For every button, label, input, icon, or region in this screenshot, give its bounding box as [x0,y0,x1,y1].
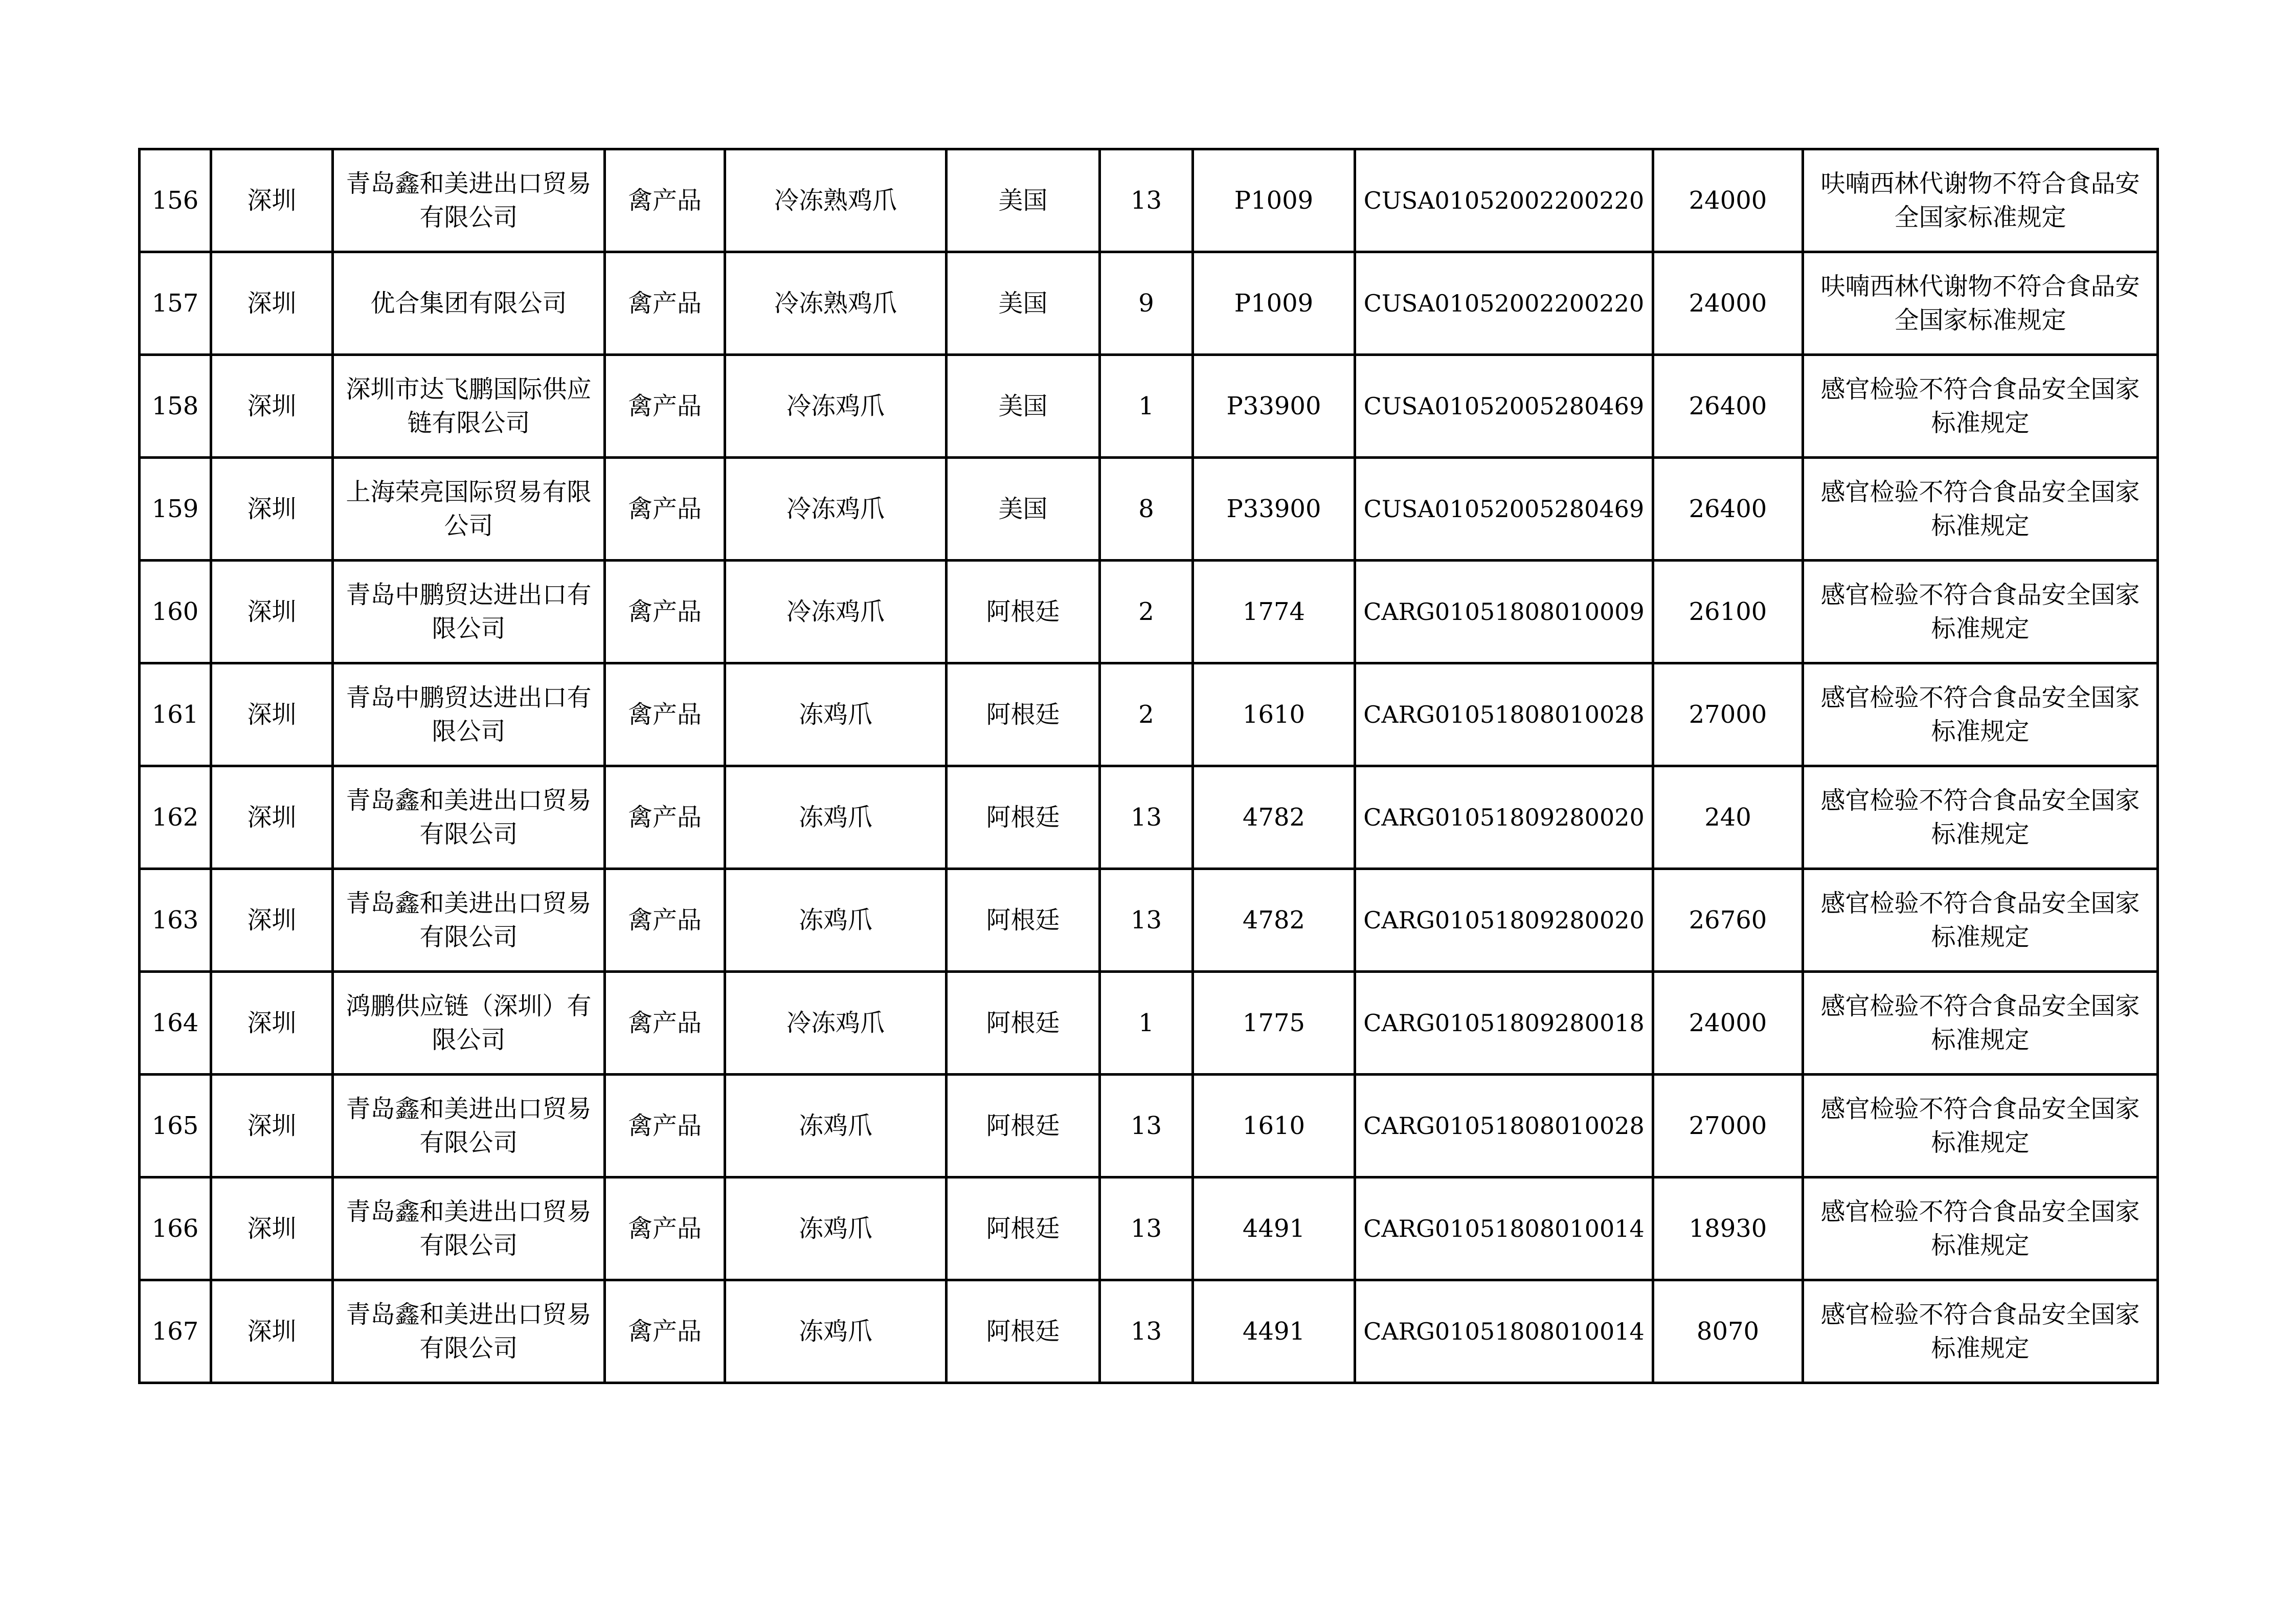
cell-category: 禽产品 [605,766,725,869]
table-row [140,149,2158,252]
cell-port: 深圳 [211,1280,333,1383]
cell-row-number: 166 [140,1177,211,1280]
cell-plant-number: P1009 [1193,149,1355,252]
cell-company: 青岛鑫和美进出口贸易有限公司 [333,766,605,869]
cell-category: 禽产品 [605,355,725,458]
cell-row-number: 160 [140,561,211,663]
table-row [140,458,2158,561]
cell-port: 深圳 [211,972,333,1075]
cell-port: 深圳 [211,561,333,663]
cell-row-number: 163 [140,869,211,972]
cell-plant-number: P33900 [1193,458,1355,561]
cell-port: 深圳 [211,1075,333,1177]
cell-plant-number: P1009 [1193,252,1355,355]
cell-reason: 呋喃西林代谢物不符合食品安全国家标准规定 [1803,252,2158,355]
cell-reason: 呋喃西林代谢物不符合食品安全国家标准规定 [1803,149,2158,252]
cell-certificate-number: CARG01051809280020 [1355,766,1653,869]
cell-company: 鸿鹏供应链（深圳）有限公司 [333,972,605,1075]
cell-reason: 感官检验不符合食品安全国家标准规定 [1803,458,2158,561]
table-row [140,972,2158,1075]
cell-company: 深圳市达飞鹏国际供应链有限公司 [333,355,605,458]
cell-product: 冻鸡爪 [725,1075,947,1177]
cell-port: 深圳 [211,663,333,766]
cell-plant-number: P33900 [1193,355,1355,458]
cell-origin-country: 美国 [947,458,1100,561]
cell-quantity: 2 [1100,663,1193,766]
cell-quantity: 13 [1100,149,1193,252]
cell-certificate-number: CARG01051809280018 [1355,972,1653,1075]
cell-plant-number: 1774 [1193,561,1355,663]
cell-category: 禽产品 [605,149,725,252]
table-row [140,1075,2158,1177]
cell-category: 禽产品 [605,869,725,972]
cell-certificate-number: CARG01051808010014 [1355,1177,1653,1280]
cell-row-number: 159 [140,458,211,561]
cell-product: 冻鸡爪 [725,663,947,766]
cell-product: 冻鸡爪 [725,1280,947,1383]
cell-certificate-number: CARG01051808010014 [1355,1280,1653,1383]
cell-weight: 18930 [1653,1177,1803,1280]
cell-product: 冷冻鸡爪 [725,561,947,663]
table-body [140,149,2158,1383]
cell-product: 冻鸡爪 [725,766,947,869]
cell-reason: 感官检验不符合食品安全国家标准规定 [1803,1075,2158,1177]
cell-quantity: 13 [1100,766,1193,869]
cell-weight: 26760 [1653,869,1803,972]
cell-reason: 感官检验不符合食品安全国家标准规定 [1803,355,2158,458]
cell-weight: 27000 [1653,663,1803,766]
cell-reason: 感官检验不符合食品安全国家标准规定 [1803,663,2158,766]
cell-category: 禽产品 [605,1177,725,1280]
cell-category: 禽产品 [605,1075,725,1177]
cell-product: 冷冻鸡爪 [725,458,947,561]
table-row [140,766,2158,869]
cell-company: 优合集团有限公司 [333,252,605,355]
cell-row-number: 161 [140,663,211,766]
cell-origin-country: 阿根廷 [947,766,1100,869]
cell-reason: 感官检验不符合食品安全国家标准规定 [1803,1177,2158,1280]
cell-weight: 24000 [1653,252,1803,355]
cell-row-number: 165 [140,1075,211,1177]
cell-row-number: 162 [140,766,211,869]
table-row [140,252,2158,355]
table-row [140,869,2158,972]
cell-row-number: 158 [140,355,211,458]
cell-plant-number: 4782 [1193,766,1355,869]
cell-quantity: 1 [1100,972,1193,1075]
cell-port: 深圳 [211,458,333,561]
cell-company: 青岛中鹏贸达进出口有限公司 [333,663,605,766]
cell-origin-country: 美国 [947,149,1100,252]
cell-port: 深圳 [211,869,333,972]
cell-origin-country: 阿根廷 [947,663,1100,766]
cell-certificate-number: CARG01051808010028 [1355,663,1653,766]
cell-company: 青岛鑫和美进出口贸易有限公司 [333,1075,605,1177]
cell-company: 青岛鑫和美进出口贸易有限公司 [333,1177,605,1280]
cell-reason: 感官检验不符合食品安全国家标准规定 [1803,561,2158,663]
cell-quantity: 1 [1100,355,1193,458]
cell-origin-country: 阿根廷 [947,1075,1100,1177]
cell-origin-country: 阿根廷 [947,561,1100,663]
cell-certificate-number: CARG01051809280020 [1355,869,1653,972]
cell-port: 深圳 [211,766,333,869]
cell-company: 青岛鑫和美进出口贸易有限公司 [333,149,605,252]
cell-row-number: 157 [140,252,211,355]
cell-product: 冷冻鸡爪 [725,972,947,1075]
cell-quantity: 13 [1100,869,1193,972]
cell-reason: 感官检验不符合食品安全国家标准规定 [1803,766,2158,869]
cell-quantity: 13 [1100,1075,1193,1177]
cell-weight: 26100 [1653,561,1803,663]
cell-port: 深圳 [211,252,333,355]
table-row [140,663,2158,766]
cell-plant-number: 1610 [1193,1075,1355,1177]
cell-row-number: 167 [140,1280,211,1383]
cell-weight: 26400 [1653,458,1803,561]
cell-product: 冷冻熟鸡爪 [725,252,947,355]
cell-weight: 24000 [1653,972,1803,1075]
cell-quantity: 9 [1100,252,1193,355]
cell-reason: 感官检验不符合食品安全国家标准规定 [1803,972,2158,1075]
cell-product: 冻鸡爪 [725,869,947,972]
cell-origin-country: 阿根廷 [947,869,1100,972]
cell-quantity: 13 [1100,1280,1193,1383]
cell-row-number: 164 [140,972,211,1075]
cell-row-number: 156 [140,149,211,252]
cell-category: 禽产品 [605,1280,725,1383]
cell-quantity: 2 [1100,561,1193,663]
table-row [140,355,2158,458]
cell-certificate-number: CUSA01052002200220 [1355,252,1653,355]
cell-company: 青岛鑫和美进出口贸易有限公司 [333,869,605,972]
cell-company: 上海荣亮国际贸易有限公司 [333,458,605,561]
cell-category: 禽产品 [605,972,725,1075]
cell-plant-number: 1610 [1193,663,1355,766]
cell-plant-number: 1775 [1193,972,1355,1075]
cell-origin-country: 美国 [947,355,1100,458]
cell-certificate-number: CUSA01052002200220 [1355,149,1653,252]
cell-certificate-number: CUSA01052005280469 [1355,355,1653,458]
cell-weight: 8070 [1653,1280,1803,1383]
cell-weight: 240 [1653,766,1803,869]
cell-plant-number: 4491 [1193,1280,1355,1383]
cell-plant-number: 4491 [1193,1177,1355,1280]
cell-weight: 24000 [1653,149,1803,252]
cell-reason: 感官检验不符合食品安全国家标准规定 [1803,869,2158,972]
cell-weight: 26400 [1653,355,1803,458]
table-row [140,1177,2158,1280]
cell-port: 深圳 [211,355,333,458]
cell-product: 冷冻鸡爪 [725,355,947,458]
table-row [140,1280,2158,1383]
cell-company: 青岛中鹏贸达进出口有限公司 [333,561,605,663]
cell-origin-country: 阿根廷 [947,1280,1100,1383]
cell-category: 禽产品 [605,458,725,561]
cell-category: 禽产品 [605,561,725,663]
cell-weight: 27000 [1653,1075,1803,1177]
cell-category: 禽产品 [605,252,725,355]
cell-port: 深圳 [211,1177,333,1280]
cell-product: 冷冻熟鸡爪 [725,149,947,252]
table-row [140,561,2158,663]
cell-quantity: 8 [1100,458,1193,561]
cell-reason: 感官检验不符合食品安全国家标准规定 [1803,1280,2158,1383]
cell-product: 冻鸡爪 [725,1177,947,1280]
cell-origin-country: 美国 [947,252,1100,355]
cell-origin-country: 阿根廷 [947,1177,1100,1280]
document-table [138,148,2159,1384]
cell-category: 禽产品 [605,663,725,766]
cell-quantity: 13 [1100,1177,1193,1280]
cell-origin-country: 阿根廷 [947,972,1100,1075]
cell-company: 青岛鑫和美进出口贸易有限公司 [333,1280,605,1383]
cell-port: 深圳 [211,149,333,252]
cell-certificate-number: CUSA01052005280469 [1355,458,1653,561]
cell-certificate-number: CARG01051808010009 [1355,561,1653,663]
cell-certificate-number: CARG01051808010028 [1355,1075,1653,1177]
cell-plant-number: 4782 [1193,869,1355,972]
